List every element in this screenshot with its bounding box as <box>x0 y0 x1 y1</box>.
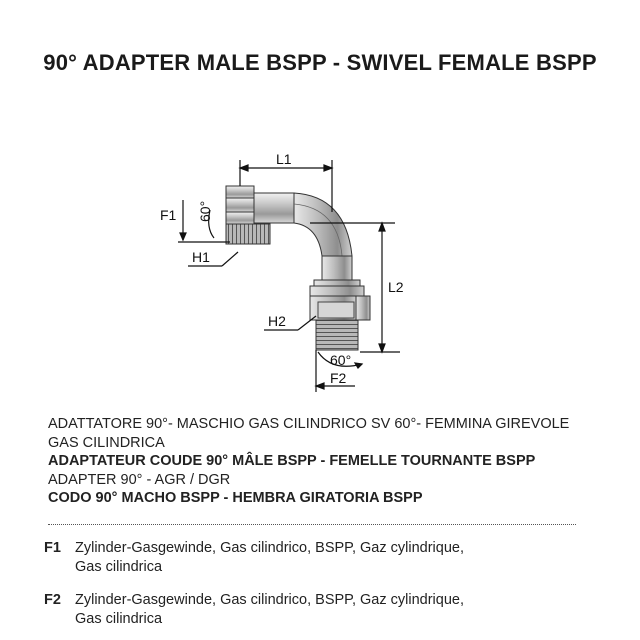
fitting-body <box>226 186 370 350</box>
dim-label-f1: F1 <box>160 207 177 223</box>
dim-label-angle-top: 60° <box>197 200 213 222</box>
dim-label-l1: L1 <box>276 151 292 167</box>
description-line: ADAPTER 90° - AGR / DGR <box>48 471 231 488</box>
dim-label-angle-bottom: 60° <box>330 352 352 368</box>
spec-text-line: Gas cilindrica <box>75 610 163 627</box>
page-title: 90° ADAPTER MALE BSPP - SWIVEL FEMALE BSPP <box>43 50 597 75</box>
description-block <box>48 415 608 508</box>
spec-item-f2 <box>44 591 464 628</box>
spec-text-line: Zylinder-Gasgewinde, Gas cilindrico, BSPP, Gaz cylindrique, <box>75 592 464 608</box>
spec-text-line: Gas cilindrica <box>75 558 163 575</box>
description-line: GAS CILINDRICA <box>48 434 165 451</box>
dim-label-l2: L2 <box>388 279 404 295</box>
spec-code: F1 <box>44 540 61 556</box>
spec-item-f1 <box>44 539 464 576</box>
dim-label-h1: H1 <box>192 249 210 265</box>
spec-code: F2 <box>44 592 61 608</box>
dotted-divider <box>48 524 576 525</box>
description-line: ADATTATORE 90°- MASCHIO GAS CILINDRICO SV 60°- FEMMINA GIREVOLE <box>48 416 570 432</box>
spec-text-line: Zylinder-Gasgewinde, Gas cilindrico, BSPP, Gaz cylindrique, <box>75 540 464 556</box>
dim-label-h2: H2 <box>268 313 286 329</box>
description-line: CODO 90° MACHO BSPP - HEMBRA GIRATORIA BSPP <box>48 490 423 506</box>
description-line: ADAPTATEUR COUDE 90° MÂLE BSPP - FEMELLE TOURNANTE BSPP <box>48 453 536 469</box>
dim-label-f2: F2 <box>330 370 347 386</box>
